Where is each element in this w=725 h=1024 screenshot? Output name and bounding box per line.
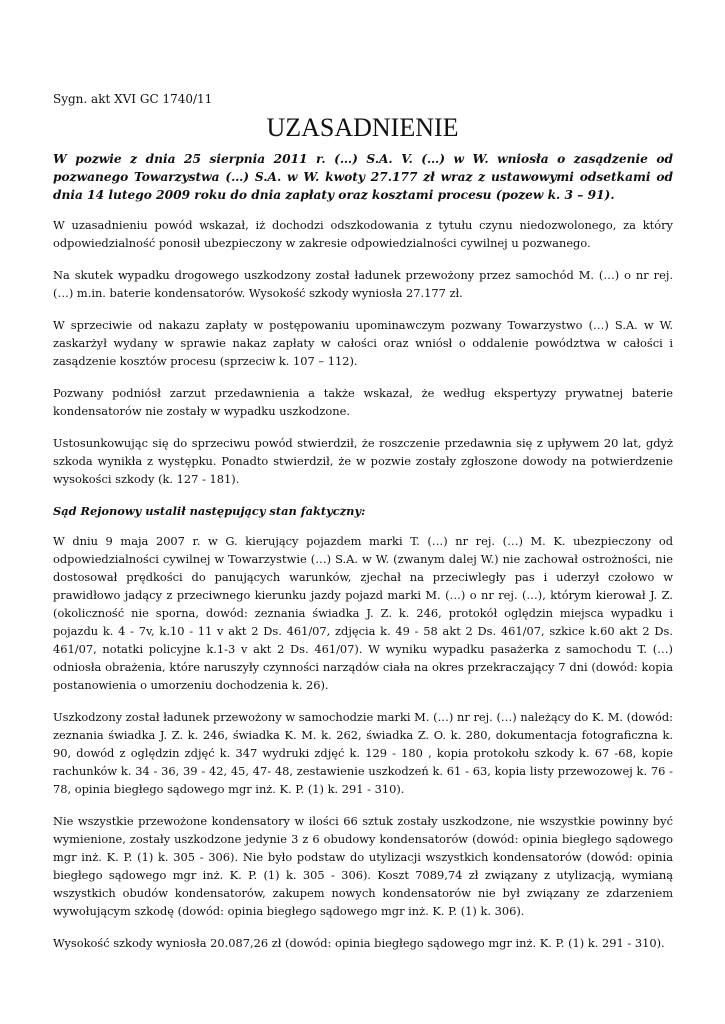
facts-paragraph: Wysokość szkody wyniosła 20.087,26 zł (dowód: opinia biegłego sądowego mgr inż. K. P. (1) k. 291 - 310).	[53, 936, 665, 950]
section-heading: Sąd Rejonowy ustalił następujący stan faktyczny:	[53, 504, 366, 518]
body-paragraph: W uzasadnieniu powód wskazał, iż dochodzi odszkodowania z tytułu czynu niedozwolonego, za który odpowiedzialność ponosił ubezpieczony w zakresie odpowiedzialności cywilnej u pozwanego.	[53, 218, 673, 250]
facts-paragraph: W dniu 9 maja 2007 r. w G. kierujący pojazdem marki T. (…) nr rej. (…) M. K. ubezpieczony od odpowiedzialności cywilnej w Towarzystwie (…) S.A. w W. (zwanym dalej W.) nie zachował ostrożności, nie dostosował prędkości do panujących warunków, zjechał na przeciwległy pas i uderzył czołowo w prawidłowo jadący z przeciwnego kierunku jazdy pojazd marki M. (…) o nr rej. (…), którym kierował J. Z. (okoliczność nie sporna, dowód: zeznania świadka J. Z. k. 246, protokół oględzin miejsca wypadku i pojazdu k. 4 - 7v, k.10 - 11 v akt 2 Ds. 461/07, zdjęcia k. 49 - 58 akt 2 Ds. 461/07, szkice k.60 akt 2 Ds. 461/07, notatki policyjne k.1-3 v akt 2 Ds. 461/07). W wyniku wypadku pasażerka z samochodu T. (…) odniosła obrażenia, które naruszyły czynności narządów ciała na okres przekraczający 7 dni (dowód: kopia postanowienia o umorzeniu dochodzenia k. 26).	[53, 534, 673, 692]
body-paragraph: Pozwany podniósł zarzut przedawnienia a także wskazał, że według ekspertyzy prywatnej baterie kondensatorów nie zostały w wypadku uszkodzone.	[53, 386, 673, 418]
body-paragraph: Ustosunkowując się do sprzeciwu powód stwierdził, że roszczenie przedawnia się z upływem 20 lat, gdyż szkoda wynikła z występku. Ponadto stwierdził, że w pozwie zostały zgłoszone dowody na potwierdzenie wysokości szkody (k. 127 - 181).	[53, 436, 673, 486]
document-body	[53, 150, 673, 966]
facts-paragraph: Uszkodzony został ładunek przewożony w samochodzie marki M. (…) nr rej. (…) należący do K. M. (dowód: zeznania świadka J. Z. k. 246, świadka K. M. k. 262, świadka Z. O. k. 280, dokumentacja fotograficzna k. 90, dowód z oględzin zdjęć k. 347 wydruki zdjęć k. 129 - 180 , kopia protokołu szkody k. 67 -68, kopie rachunków k. 34 - 36, 39 - 42, 45, 47- 48, zestawienie uszkodzeń k. 61 - 63, kopia listy przewozowej k. 76 - 78, opinia biegłego sądowego mgr inż. K. P. (1) k. 291 - 310).	[53, 710, 673, 796]
document-title: UZASADNIENIE	[266, 113, 459, 142]
lead-paragraph: W pozwie z dnia 25 sierpnia 2011 r. (…) S.A. V. (…) w W. wniosła o zasądzenie od pozwanego Towarzystwa (…) S.A. w W. kwoty 27.177 zł wraz z ustawowymi odsetkami od dnia 14 lutego 2009 roku do dnia zapłaty oraz kosztami procesu (pozew k. 3 – 91).	[53, 152, 673, 202]
body-paragraph: W sprzeciwie od nakazu zapłaty w postępowaniu upominawczym pozwany Towarzystwo (…) S.A. w W. zaskarżył wydany w sprawie nakaz zapłaty w całości oraz wniósł o oddalenie powództwa w całości i zasądzenie kosztów procesu (sprzeciw k. 107 – 112).	[53, 318, 673, 368]
facts-paragraph: Nie wszystkie przewożone kondensatory w ilości 66 sztuk zostały uszkodzone, nie wszystkie powinny być wymienione, zostały uszkodzone jedynie 3 z 6 obudowy kondensatorów (dowód: opinia biegłego sądowego mgr inż. K. P. (1) k. 305 - 306). Nie było podstaw do utylizacji wszystkich kondensatorów (dowód: opinia biegłego sądowego mgr inż. K. P. (1) k. 305 - 306). Koszt 7089,74 zł związany z utylizacją, wymianą wszystkich obudów kondensatorów, zakupem nowych kondensatorów nie był związany ze zdarzeniem wywołującym szkodę (dowód: opinia biegłego sądowego mgr inż. K. P. (1) k. 306).	[53, 814, 673, 918]
case-signature: Sygn. akt XVI GC 1740/11	[53, 92, 213, 106]
body-paragraph: Na skutek wypadku drogowego uszkodzony został ładunek przewożony przez samochód M. (…) o nr rej. (…) m.in. baterie kondensatorów. Wysokość szkody wyniosła 27.177 zł.	[53, 268, 673, 300]
